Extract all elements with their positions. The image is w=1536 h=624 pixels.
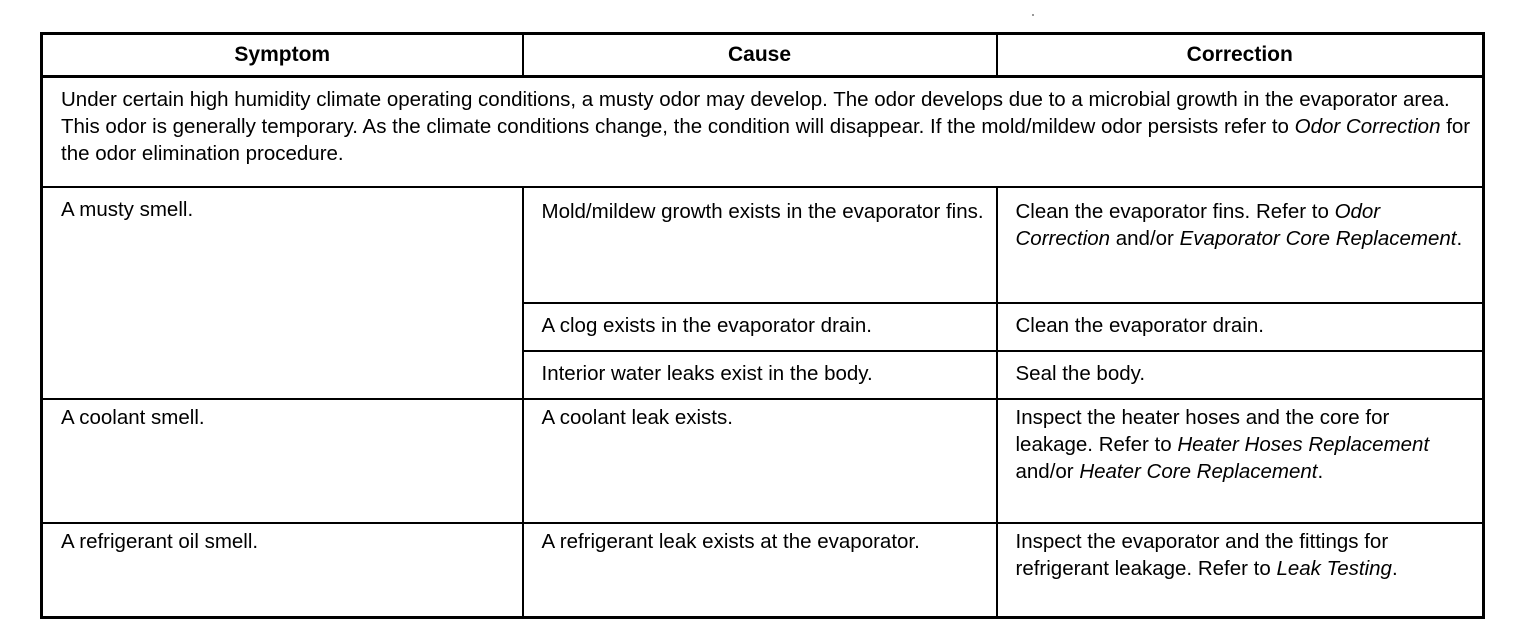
- header-symptom: Symptom: [42, 34, 523, 77]
- note-row: [42, 77, 1484, 188]
- table-header-row: [42, 34, 1484, 77]
- header-correction: Correction: [997, 34, 1484, 77]
- note-ref-odor-correction: Odor Correction: [1294, 115, 1441, 138]
- correction-text: .: [1391, 557, 1398, 580]
- correction-ref: Odor Correction: [1015, 200, 1381, 250]
- cause-refrigerant-leak: A refrigerant leak exists at the evaporator.: [523, 523, 997, 618]
- table-row: [42, 523, 1484, 618]
- correction-text: and/or: [1015, 460, 1080, 483]
- correction-text: .: [1317, 460, 1324, 483]
- cause-coolant-leak: A coolant leak exists.: [523, 399, 997, 523]
- table-row: [42, 187, 1484, 303]
- correction-ref: Heater Hoses Replacement: [1177, 433, 1430, 456]
- odor-diagnosis-table: [40, 32, 1485, 619]
- table-row: [42, 399, 1484, 523]
- cause-drain-clog: A clog exists in the evaporator drain.: [523, 303, 997, 351]
- correction-inspect-evaporator: [997, 523, 1484, 618]
- correction-text: Seal the body.: [1015, 362, 1146, 385]
- correction-inspect-heater: [997, 399, 1484, 523]
- correction-ref: Evaporator Core Replacement: [1179, 227, 1457, 250]
- note-text-before: Under certain high humidity climate operating conditions, a musty odor may develop. The odor develops due to a microbial growth in the evaporator area. This odor is generally temporary. As the climate conditions change, the condition will disappear. If the mold/mildew odor persists refer to: [61, 88, 1450, 138]
- header-cause: Cause: [523, 34, 997, 77]
- correction-text: Clean the evaporator drain.: [1015, 314, 1264, 337]
- correction-ref: Leak Testing: [1276, 557, 1392, 580]
- correction-text: Inspect the heater hoses and the core for leakage. Refer to: [1015, 406, 1390, 456]
- cause-water-leaks: Interior water leaks exist in the body.: [523, 351, 997, 399]
- correction-text: and/or: [1110, 227, 1180, 250]
- correction-text: Clean the evaporator fins. Refer to: [1015, 200, 1335, 223]
- note-text-after: for the odor elimination procedure.: [61, 115, 1471, 165]
- symptom-coolant-smell: A coolant smell.: [42, 399, 523, 523]
- correction-clean-drain: [997, 303, 1484, 351]
- humidity-note: [42, 77, 1484, 188]
- cause-mold-growth: Mold/mildew growth exists in the evaporator fins.: [523, 187, 997, 303]
- symptom-refrigerant-oil-smell: A refrigerant oil smell.: [42, 523, 523, 618]
- correction-clean-fins: [997, 187, 1484, 303]
- correction-text: Inspect the evaporator and the fittings for refrigerant leakage. Refer to: [1015, 530, 1389, 580]
- correction-ref: Heater Core Replacement: [1079, 460, 1318, 483]
- symptom-musty-smell: A musty smell.: [42, 187, 523, 399]
- scan-speck: [1032, 14, 1034, 16]
- correction-seal-body: [997, 351, 1484, 399]
- correction-text: .: [1456, 227, 1463, 250]
